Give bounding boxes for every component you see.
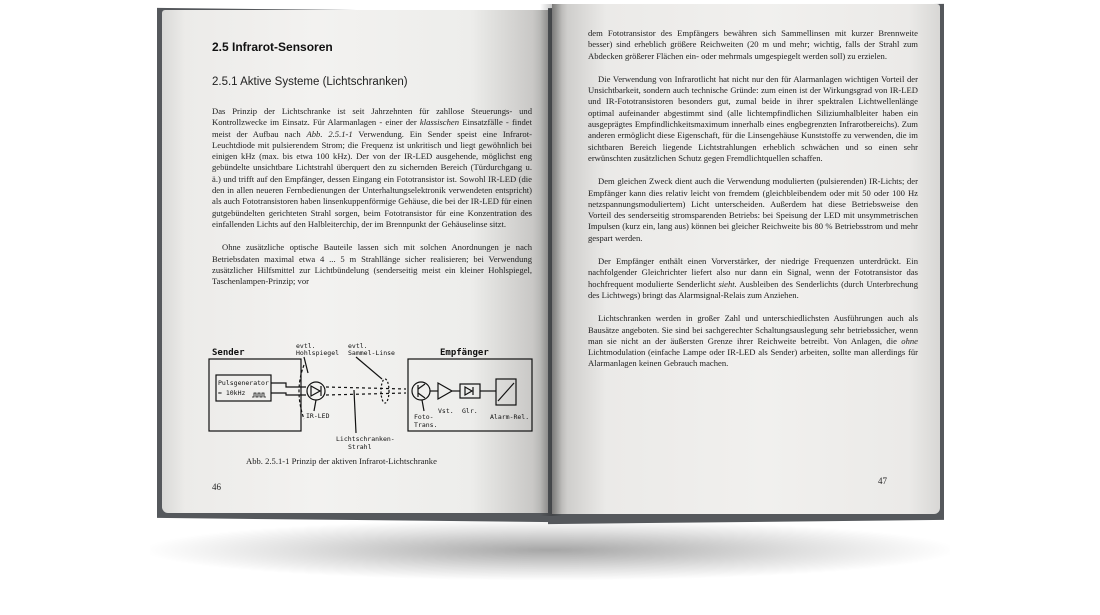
ir-led-label: IR-LED: [306, 412, 330, 420]
paragraph: dem Fototransistor des Empfängers bewähren sich Sammellinsen mit kurzer Brennweite besser) sind erheblich größere Reichweiten (20 m und mehr; wichtig, falls der Strahl zum Abdecken größerer Flächen ein- oder mehrmals umgespiegelt werden soll) zu erzielen.: [588, 28, 918, 61]
subsection-title: 2.5.1 Aktive Systeme (Lichtschranken): [212, 76, 408, 88]
foto-label-2: Trans.: [414, 421, 438, 429]
sender-label: Sender: [212, 348, 245, 358]
pulse-symbol: [252, 393, 266, 397]
sammellinse-label-1: evtl.: [348, 343, 368, 350]
book-gutter: [540, 4, 562, 516]
alarm-relay-label: Alarm-Rel.: [490, 413, 530, 421]
page-number-right: 47: [878, 476, 887, 486]
foto-label-1: Foto-: [414, 413, 434, 421]
paragraph: Lichtschranken werden in großer Zahl und unterschiedlichsten Ausführungen auch als Bausätze angeboten. Sie sind bei sachgerechter Schaltungsauslegung sehr betriebssicher, wenn man sie nicht an der äußersten Grenze ihrer Reichweite betreibt. Von Anlagen, die ohne Lichtmodulation (einfache Lampe oder IR-LED als Sender) arbeiten, sollte man allerdings für Alarmanlagen keinen Gebrauch machen.: [588, 313, 918, 369]
paragraph: Dem gleichen Zweck dient auch die Verwendung modulierten (pulsierenden) IR-Lichts; der Empfänger kann dies relativ leicht von fremdem (gleichbleibendem oder mit 50 oder 100 Hz netzspannungsmoduliertem) Licht unterscheiden. Außerdem hat diese Betriebsweise den Vorteil des senderseitig stromsparenden Betriebs: bei Speisung der LED mit unsymmetrischen Impulsen (kurz ein, lang aus) können bei gleicher Reichweite bis 80 % Betriebsstrom und mehr gespart werden.: [588, 176, 918, 243]
sammellinse-label-2: Sammel-Linse: [348, 349, 395, 357]
pulsgenerator-label: Pulsgenerator: [218, 379, 269, 387]
right-page-text: [588, 28, 918, 382]
paragraph: Ohne zusätzliche optische Bauteile lassen sich mit solchen Anordnungen je nach Betriebsdaten maximal etwa 4 ... 5 m Strahllänge sicher realisieren; bei Verwendung zusätzlicher Hilfsmittel zur Lichtbündelung (senderseitig meist ein kleiner Hohlspiegel, Taschenlampen-Prinzip; vor: [212, 242, 532, 287]
glr-label: Glr.: [462, 407, 478, 415]
empfaenger-label: Empfänger: [440, 348, 489, 358]
left-page: [162, 10, 548, 513]
strahl-label-2: Strahl: [348, 443, 372, 451]
right-page: [552, 4, 940, 514]
hohlspiegel-label-1: evtl.: [296, 343, 316, 350]
left-page-text: [212, 40, 532, 299]
hohlspiegel-label-2: Hohlspiegel: [296, 349, 340, 357]
section-title: 2.5 Infrarot-Sensoren: [212, 40, 333, 54]
vst-label: Vst.: [438, 407, 454, 415]
frequency-label: ≈ 10kHz: [218, 389, 246, 397]
page-number-left: 46: [212, 482, 221, 492]
paragraph: Der Empfänger enthält einen Vorverstärker, der niedrige Frequenzen unterdrückt. Ein nachfolgender Gleichrichter liefert also nur dann ein Signal, wenn der Fototransistor das hochfrequent modulierte Senderlicht sieht. Ausbleiben des Senderlichts (durch Unterbrechung des Lichtwegs) bringt das Alarmsignal-Relais zum Anziehen.: [588, 256, 918, 300]
strahl-label-1: Lichtschranken-: [336, 435, 395, 443]
paragraph: Das Prinzip der Lichtschranke ist seit Jahrzehnten für zahllose Steuerungs- und Kontrollzwecke im Einsatz. Für Alarmanlagen - einer der klassischen Einsatzfälle - findet meist der Aufbau nach Abb. 2.5.1-1 Verwendung. Ein Sender speist eine Infrarot-Leuchtdiode mit pulsierendem Strom; die Frequenz ist unkritisch und liegt gewöhnlich bei einigen kHz (max. bis etwa 100 kHz). Der von der IR-LED ausgehende, möglichst eng gebündelte unsichtbare Lichtstrahl überquert den zu sichernden Bereich (Türdurchgang u. ä.) und trifft auf den Empfänger, dessen Eingang ein Fototransistor ist. Sowohl IR-LED (die den in allen neueren Fernbedienungen der Unterhaltungselektronik verwendeten entspricht) als auch Fototransistoren haben linsenkuppenförmige Gehäuse, die bei der IR-LED für einen gutgebündelten gerichteten Strahl sorgen, beim Fototransistor für eine Konzentration des einfallenden Lichts auf den Halbleiterchip, der im Brennpunkt der Gehäuselinse sitzt.: [212, 106, 532, 229]
figure-caption: Abb. 2.5.1-1 Prinzip der aktiven Infrarot-Lichtschranke: [246, 456, 437, 466]
paragraph: Die Verwendung von Infrarotlicht hat nicht nur den für Alarmanlagen wichtigen Vorteil der Unsichtbarkeit, sondern auch technische Gründe: zum einen ist der Wirkungsgrad von IR-LED und IR-Fototransistoren besonders gut, zumal beide in ihrer spektralen Lichtwellenlänge optimal aufeinander abgestimmt sind (alle lichtempfindlichen Siliziumhalbleiter haben ein ausgeprägtes Empfindlichkeitsmaximum innerhalb eines engbegrenzten Infrarotbereichs). Zum anderen ermöglicht diese Eigenschaft, für die Linsengehäuse Kunststoffe zu verwenden, die im sichtbaren Bereich liegende Lichtstrahlungen erheblich schwächen und so einen sehr erwünschten zusätzlichen Schutz gegen Fremdlichtquellen schaffen.: [588, 73, 918, 163]
